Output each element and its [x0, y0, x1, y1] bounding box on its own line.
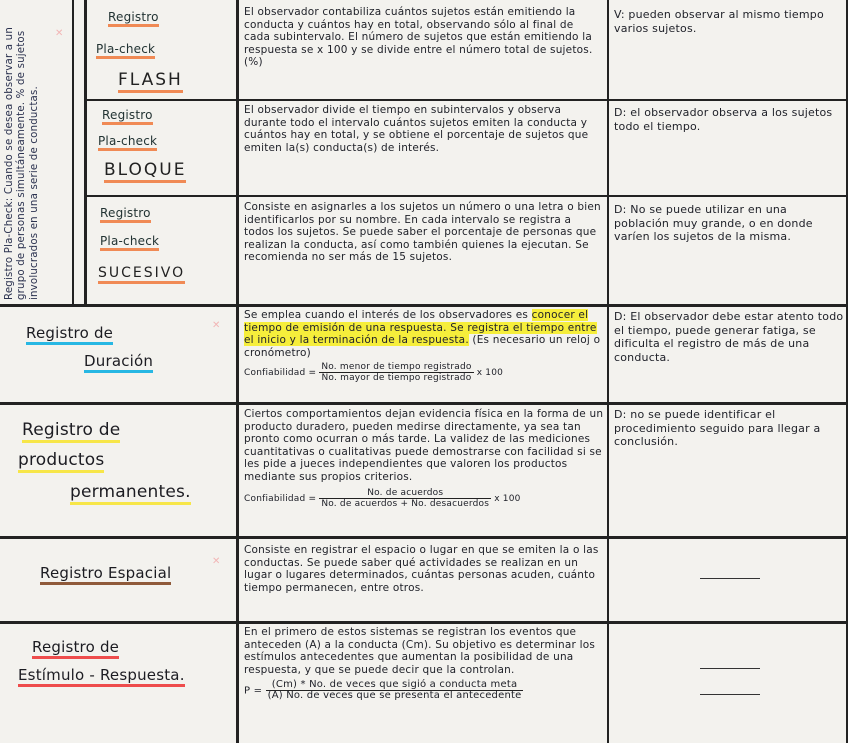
reliability-formula: Confiabilidad = $\frac{\text{No. de acuerdos}}{\text{No. de acuerdos + No. desacuerdos}}$ x 100	[244, 487, 521, 509]
row-sucesivo-description: Consiste en asignarles a los sujetos un número o una letra o bien identificarlos por su nombre. En cada intervalo se registra a todos los sujetos. Se puede saber el porcentaje de personas que realizan la conducta, así como también quienes la ejecutan. Se recomienda no ser más de 15 sujetos.	[244, 201, 601, 264]
grid-line	[84, 0, 87, 305]
row-productos-description: Ciertos comportamientos dejan evidencia física en la forma de un producto duradero, pueden medirse directamente, ya sea tan pronto como ocurran o más tarde. La validez de las mediciones cuantitativas o cualitativas puede demostrarse con facilidad si se les pide a jueces independientes que valoren los productos mediante sus propios criterios. Confiabilidad = $\frac{\text{No. de acuerdos}}{\text{No. de acuerdos + No. desacuerdos}}$ x 100	[244, 408, 604, 509]
grid-line	[607, 0, 609, 743]
row-espacial-label: Registro Espacial	[8, 544, 230, 620]
grid-line	[0, 304, 848, 307]
row-duracion-description: Se emplea cuando el interés de los observadores es conocer el tiempo de emisión de una respuesta. Se registra el tiempo entre el inicio y la terminación de la respuesta. (Es necesario un reloj o cronómetro) Confiabilidad = $\frac{\text{No. menor de tiempo registrado}}{\text{No. mayor de tiempo registrado}}$ x 100	[244, 309, 604, 401]
row-bloque-observation: D: el observador observa a los sujetos todo el tiempo.	[614, 106, 833, 133]
grid-line	[0, 536, 848, 539]
row-duracion-label: Registro de Duración	[8, 310, 230, 400]
row-flash-label: Registro Pla-check FLASH	[96, 6, 226, 98]
row-duracion-observation: D: El observador debe estar atento todo el tiempo, puede generar fatiga, se dificulta el registro de más de una conducta.	[614, 310, 844, 364]
pencil-check-mark: ✕	[212, 556, 221, 567]
probability-formula: P = $\frac{\text{(Cm) * No. de veces que sigió a conducta meta}}{\text{(A) No. de veces que se presenta el antecedente}}$	[244, 679, 522, 702]
empty-observation-dash	[700, 578, 760, 579]
row-productos-observation: D: no se puede identificar el procedimiento seguido para llegar a conclusión.	[614, 408, 821, 449]
pencil-check-mark: ✕	[55, 28, 64, 39]
row-flash-observation: V: pueden observar al mismo tiempo varios sujetos.	[614, 8, 824, 35]
pla-check-side-label: Registro Pla-Check: Cuando se desea observar a un grupo de personas simultáneamente. % de sujetos involucrados en una serie de conductas.	[4, 27, 40, 300]
row-estimulo-description: En el primero de estos sistemas se registran los eventos que anteceden (A) a la conducta (Cm). Su objetivo es determinar los estímulos antecedentes que aumentan la posibilidad de una respuesta, y que se puede decir que la controlan. P = $\frac{\text{(Cm) * No. de veces que sigió a conducta meta}}{\text{(A) No. de veces que se presenta el antecedente}}$	[244, 626, 604, 742]
grid-line	[236, 0, 239, 743]
row-flash-description: El observador contabiliza cuántos sujetos están emitiendo la conducta y cuántos hay en total, observando sólo al final de cada subintervalo. El número de sujetos que están emitiendo la respuesta se x 100 y se divide entre el número total de sujetos. (%)	[244, 6, 593, 69]
reliability-formula: Confiabilidad = $\frac{\text{No. menor de tiempo registrado}}{\text{No. mayor de tiempo registrado}}$ x 100	[244, 362, 504, 384]
row-bloque-label: Registro Pla-check BLOQUE	[96, 104, 226, 194]
row-sucesivo-observation: D: No se puede utilizar en una población muy grande, o en donde varíen los sujetos de la misma.	[614, 203, 813, 244]
grid-line	[84, 195, 848, 197]
empty-observation-dash	[700, 668, 760, 669]
grid-line	[84, 99, 848, 101]
grid-line	[0, 621, 848, 624]
row-productos-label: Registro de productos permanentes.	[8, 410, 230, 534]
row-bloque-description: El observador divide el tiempo en subintervalos y observa durante todo el intervalo cuántos sujetos emiten la conducta y cuántos hay en total, y se obtiene el porcentaje de sujetos que emiten la(s) conducta(s) de interés.	[244, 104, 589, 154]
grid-line	[0, 402, 848, 405]
empty-observation-dash	[700, 694, 760, 695]
row-sucesivo-label: Registro Pla-check SUCESIVO	[96, 200, 226, 302]
row-estimulo-label: Registro de Estímulo - Respuesta.	[8, 628, 230, 740]
row-espacial-description: Consiste en registrar el espacio o lugar en que se emiten la o las conductas. Se puede saber qué actividades se realizan en un lugar o lugares determinados, cuántas personas acuden, cuánto tiempo permanecen, entre otros.	[244, 544, 599, 594]
pencil-check-mark: ✕	[212, 320, 221, 331]
highlighted-text: conocer el tiempo de emisión de una respuesta. Se registra el tiempo entre el inicio y la terminación de la respuesta.	[244, 309, 597, 347]
grid-line	[72, 0, 74, 305]
